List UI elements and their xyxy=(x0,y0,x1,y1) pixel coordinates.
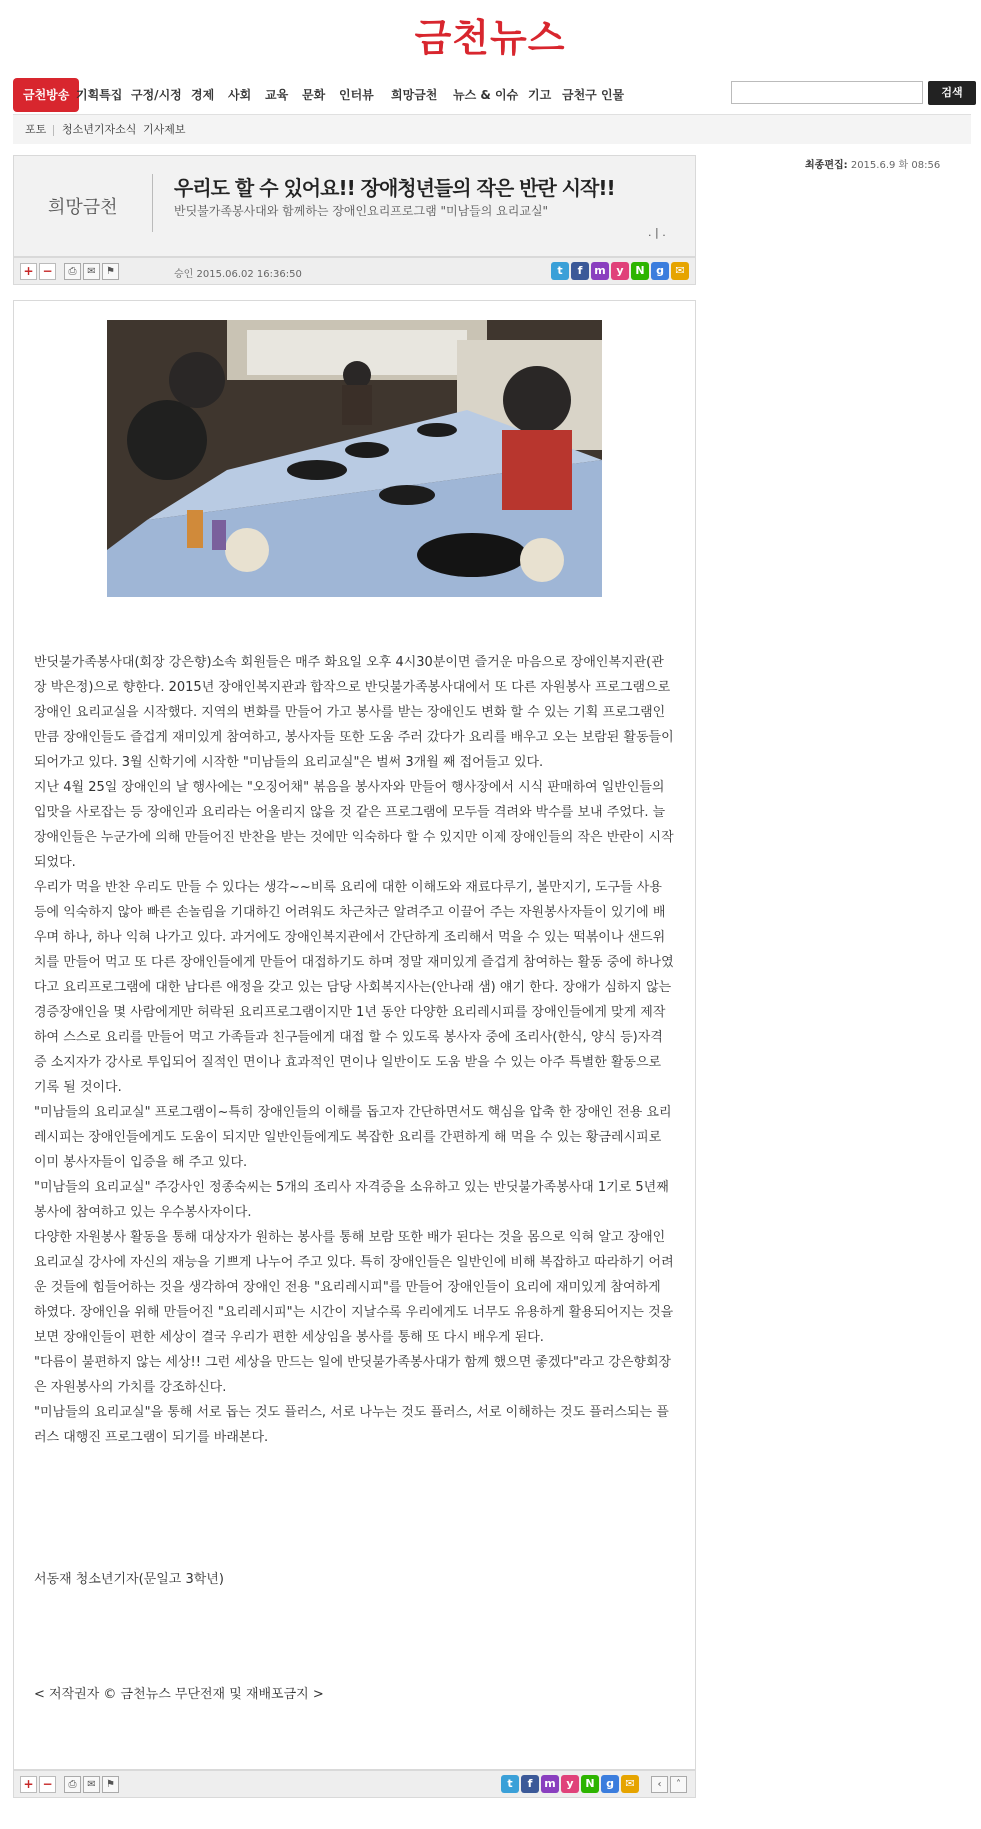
nav-item-economy[interactable]: 경제 xyxy=(191,88,215,102)
article-photo[interactable] xyxy=(107,320,602,597)
search-input[interactable] xyxy=(731,81,923,104)
article-paragraph: "미남들의 요리교실"을 통해 서로 돕는 것도 플러스, 서로 나누는 것도 플러스, 서로 이해하는 것도 플러스되는 플러스 대행진 프로그램이 되기를 바래본다. xyxy=(34,1405,669,1445)
subnav-item-tip[interactable]: 기사제보 xyxy=(143,123,186,136)
article-header xyxy=(13,155,696,257)
article-paragraph: 반딧불가족봉사대(회장 강은향)소속 회원들은 매주 화요일 오후 4시30분이면 즐거운 마음으로 장애인복지관(관장 박은정)으로 향한다. 2015년 장애인복지관과 합작으로 반딧불가족봉사대에서 또 다른 자원봉사 프로그램으로 장애인 요리교실을 시작했다. 지역의 변화를 만들어 가고 봉사를 받는 장애인도 변화 할 수 있는 기획 프로그램인 만큼 장애인들도 즐겁게 재미있게 참여하고, 봉사자들 또한 도움 주러 갔다가 요리를 배우고 오는 보람된 활동들이 되어가고 있다. 3월 신학기에 시작한 "미남들의 요리교실"은 벌써 3개월 째 접어들고 있다. xyxy=(34,655,674,770)
google-icon[interactable]: g xyxy=(601,1775,619,1793)
article-paragraph: 다양한 자원봉사 활동을 통해 대상자가 원하는 봉사를 통해 보람 또한 배가 된다는 것을 몸으로 익혀 알고 장애인 요리교실 강사에 자신의 재능을 기쁘게 나누어 주고 있다. 특히 장애인들은 일반인에 비해 복잡하고 따라하기 어려운 것들에 힘들어하는 것을 생각하여 장애인 전용 "요리레시피"를 만들어 장애인들이 요리에 재미있게 참여하게 하였다. 장애인을 위해 만들어진 "요리레시피"는 시간이 지날수록 우리에게도 너무도 유용하게 활용되어지는 것을 보면 장애인들이 편한 세상이 결국 우리가 편한 세상임을 봉사를 통해 또 다시 배우게 된다. xyxy=(34,1230,674,1345)
nav-item-education[interactable]: 교육 xyxy=(265,88,289,102)
yozm-icon[interactable]: y xyxy=(561,1775,579,1793)
nav-item-culture[interactable]: 문화 xyxy=(302,88,326,102)
main-nav xyxy=(13,78,971,114)
subnav-item-photo[interactable]: 포토 xyxy=(25,123,47,136)
nav-item-society[interactable]: 사회 xyxy=(228,88,252,102)
nav-item-contribution[interactable]: 기고 xyxy=(528,88,552,102)
twitter-icon[interactable]: t xyxy=(551,262,569,280)
facebook-icon[interactable]: f xyxy=(521,1775,539,1793)
last-edit-label: 최종편집: xyxy=(805,160,848,171)
last-edit xyxy=(805,156,940,171)
facebook-icon[interactable]: f xyxy=(571,262,589,280)
article-paragraph: 지난 4월 25일 장애인의 날 행사에는 "오징어채" 볶음을 봉사자와 만들어 행사장에서 시식 판매하여 일반인들의 입맛을 사로잡는 등 장애인과 요리라는 어울리지 않을 것 같은 프로그램에 모두들 격려와 박수를 보내 주었다. 늘 장애인들은 누군가에 의해 만들어진 반찬을 받는 것에만 익숙하다 할 수 있지만 이제 장애인들의 작은 반란이 시작되었다. xyxy=(34,780,674,870)
email-icon[interactable]: ✉ xyxy=(83,263,100,280)
article-paragraph: "미남들의 요리교실" 주강사인 정종숙씨는 5개의 조리사 자격증을 소유하고 있는 반딧불가족봉사대 1기로 5년째 봉사에 참여하고 있는 우수봉사자이다. xyxy=(34,1180,669,1220)
scroll-top-icon[interactable]: ˄ xyxy=(670,1776,687,1793)
me2day-icon[interactable]: m xyxy=(541,1775,559,1793)
report-icon[interactable]: ⚑ xyxy=(102,1776,119,1793)
nav-item-people[interactable]: 금천구 인물 xyxy=(562,88,625,102)
nav-item-interview[interactable]: 인터뷰 xyxy=(339,88,374,102)
article-toolbar-bottom xyxy=(13,1770,696,1798)
nav-item-special[interactable]: 기획특집 xyxy=(76,88,123,102)
nav-item-news-issue[interactable]: 뉴스 & 이슈 xyxy=(453,88,519,102)
search-button[interactable]: 검색 xyxy=(928,81,976,105)
header-divider xyxy=(152,174,153,232)
report-icon[interactable]: ⚑ xyxy=(102,263,119,280)
header-dots: . | . xyxy=(648,226,666,239)
print-icon[interactable]: ⎙ xyxy=(64,1776,81,1793)
nav-item-hope-geumcheon[interactable]: 희망금천 xyxy=(391,88,438,102)
article-byline: 서동재 청소년기자(문일고 3학년) xyxy=(34,1572,224,1587)
sub-nav xyxy=(13,114,971,144)
me2day-icon[interactable]: m xyxy=(591,262,609,280)
article-copyright: < 저작권자 © 금천뉴스 무단전재 및 재배포금지 > xyxy=(34,1687,324,1702)
yozm-icon[interactable]: y xyxy=(611,262,629,280)
twitter-icon[interactable]: t xyxy=(501,1775,519,1793)
approve-date: 승인 2015.06.02 16:36:50 xyxy=(174,269,302,280)
section-name[interactable]: 희망금천 xyxy=(48,197,118,218)
article-text xyxy=(34,650,674,1450)
font-increase-button[interactable]: + xyxy=(20,263,37,280)
subnav-item-youth-reporter[interactable]: 청소년기자소식 xyxy=(62,123,137,136)
mail-icon[interactable]: ✉ xyxy=(671,262,689,280)
site-logo[interactable]: 금천뉴스 xyxy=(414,16,566,60)
google-icon[interactable]: g xyxy=(651,262,669,280)
nav-item-geumcheon-broadcast[interactable]: 금천방송 xyxy=(13,78,79,112)
article-paragraph: "다름이 불편하지 않는 세상!! 그런 세상을 만드는 일에 반딧불가족봉사대가 함께 했으면 좋겠다"라고 강은향회장은 자원봉사의 가치를 강조하신다. xyxy=(34,1355,672,1395)
last-edit-value: 2015.6.9 화 08:56 xyxy=(850,160,941,171)
mail-icon[interactable]: ✉ xyxy=(621,1775,639,1793)
naver-icon[interactable]: N xyxy=(581,1775,599,1793)
email-icon[interactable]: ✉ xyxy=(83,1776,100,1793)
article-toolbar-top xyxy=(13,257,696,285)
font-decrease-button[interactable]: − xyxy=(39,1776,56,1793)
article-headline: 우리도 할 수 있어요!! 장애청년들의 작은 반란 시작!! xyxy=(174,176,615,200)
article-paragraph: "미남들의 요리교실" 프로그램이~특히 장애인들의 이해를 돕고자 간단하면서도 핵심을 압축 한 장애인 전용 요리레시피는 장애인들에게도 도움이 되지만 일반인들에게도 복잡한 요리를 간편하게 해 먹을 수 있는 황금레시피로 이미 봉사자들이 입증을 해 주고 있다. xyxy=(34,1105,672,1170)
article-subheadline: 반딧불가족봉사대와 함께하는 장애인요리프로그램 "미남들의 요리교실" xyxy=(174,204,549,218)
print-icon[interactable]: ⎙ xyxy=(64,263,81,280)
previous-article-icon[interactable]: ‹ xyxy=(651,1776,668,1793)
subnav-divider xyxy=(53,125,54,136)
article-paragraph: 우리가 먹을 반찬 우리도 만들 수 있다는 생각~~비록 요리에 대한 이해도와 재료다루기, 볼만지기, 도구들 사용 등에 익숙하지 않아 빠른 손놀림을 기대하긴 어려워도 차근차근 알려주고 이끌어 주는 자원봉사자들이 있기에 배우며 하나, 하나 익혀 나가고 있다. 과거에도 장애인복지관에서 간단하게 조리해서 먹을 수 있는 떡볶이나 샌드위치를 만들어 먹고 또 다른 장애인들에게 만들어 대접하기도 하며 정말 재미있게 즐겁게 참여하는 활동 중에 하나였다고 요리프로그램에 대한 남다른 애정을 갖고 있는 담당 사회복지사는(안나래 샘) 얘기 한다. 장애가 심하지 않는 경증장애인을 몇 사람에게만 허락된 요리프로그램이지만 1년 동안 다양한 요리레시피를 장애인들에게 맞게 제작하여 스스로 요리를 만들어 먹고 가족들과 친구들에게 대접 할 수 있도록 봉사자 중에 조리사(한식, 양식 등)자격증 소지자가 강사로 투입되어 질적인 면이나 효과적인 면이나 일반이도 도움 받을 수 있는 아주 특별한 활동으로 기록 될 것이다. xyxy=(34,880,674,1095)
font-increase-button[interactable]: + xyxy=(20,1776,37,1793)
nav-item-district[interactable]: 구정/시정 xyxy=(131,88,182,102)
font-decrease-button[interactable]: − xyxy=(39,263,56,280)
naver-icon[interactable]: N xyxy=(631,262,649,280)
